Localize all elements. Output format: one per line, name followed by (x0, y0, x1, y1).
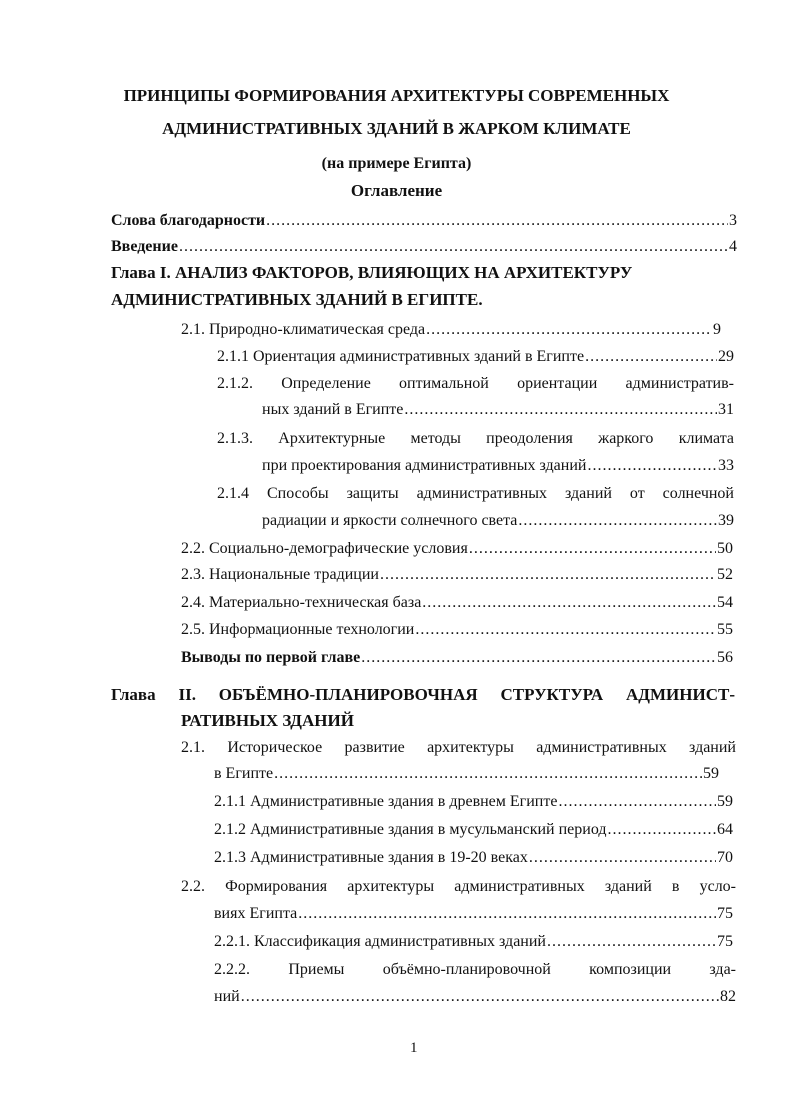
title-subtitle: (на примере Египта) (321, 155, 472, 172)
chapter-1-title-line-1: Глава I. АНАЛИЗ ФАКТОРОВ, ВЛИЯЮЩИХ НА АРХИТЕКТУРУ (111, 263, 633, 282)
toc-label: 2.1.1 Административные здания в древнем Египте (214, 793, 558, 810)
toc-label: радиации и яркости солнечного света (262, 512, 518, 529)
toc-entry-c2-2-2[interactable] (214, 987, 736, 1007)
toc-page: 64 (717, 821, 733, 838)
toc-entry-2-5[interactable] (181, 620, 733, 640)
toc-page: 33 (718, 457, 734, 474)
toc-page: 4 (729, 238, 737, 255)
toc-label: Слова благодарности (111, 212, 266, 229)
toc-entry-2-4[interactable] (181, 593, 733, 613)
toc-label: 2.1.1 Ориентация административных зданий в Египте (217, 348, 585, 365)
toc-label: 2.1.2 Административные здания в мусульманский период (214, 821, 607, 838)
toc-label: 2.1. Природно-климатическая среда (181, 321, 426, 338)
title-line-1: ПРИНЦИПЫ ФОРМИРОВАНИЯ АРХИТЕКТУРЫ СОВРЕМЕННЫХ (123, 86, 670, 105)
toc-entry-thanks[interactable] (111, 211, 737, 231)
toc-page: 3 (729, 212, 737, 229)
toc-page: 29 (718, 348, 734, 365)
toc-label: 2.3. Национальные традиции (181, 566, 379, 583)
toc-entry-conclusions-1[interactable] (181, 648, 733, 668)
toc-heading: Оглавление (350, 181, 443, 200)
toc-entry-c2-2-1[interactable] (214, 932, 733, 952)
toc-label: 2.5. Информационные технологии (181, 621, 415, 638)
toc-label: в Египте (214, 765, 274, 782)
toc-entry-c2-1-1[interactable] (214, 792, 733, 812)
toc-entry-2-1-3[interactable] (262, 456, 734, 476)
toc-label: 2.1.3 Административные здания в 19-20 веках (214, 849, 528, 866)
toc-label: 2.2. Социально-демографические условия (181, 540, 468, 557)
toc-page: 55 (717, 621, 733, 638)
toc-page: 39 (718, 512, 734, 529)
toc-entry-2-1-3-line-1: 2.1.3. Архитектурные методы преодоления жаркого климата (217, 430, 734, 447)
toc-page: 59 (703, 765, 719, 782)
toc-entry-2-1-4[interactable] (262, 511, 734, 531)
toc-label: ных зданий в Египте (262, 401, 404, 418)
chapter-1-title-line-2: АДМИНИСТРАТИВНЫХ ЗДАНИЙ В ЕГИПТЕ. (111, 290, 483, 309)
toc-page: 31 (718, 401, 734, 418)
chapter-2-title-line-1: Глава II. ОБЪЁМНО-ПЛАНИРОВОЧНАЯ СТРУКТУРА АДМИНИСТ- (111, 685, 735, 704)
toc-entry-2-3[interactable] (181, 565, 733, 585)
toc-entry-c2-2[interactable] (214, 904, 733, 924)
toc-page: 56 (717, 649, 733, 666)
toc-page: 9 (713, 321, 721, 338)
toc-entry-c2-1-3[interactable] (214, 848, 733, 868)
toc-page: 50 (717, 540, 733, 557)
toc-label: Введение (111, 238, 178, 255)
toc-entry-c2-2-2-line-1: 2.2.2. Приемы объёмно-планировочной композиции зда- (214, 961, 736, 978)
toc-label: Выводы по первой главе (181, 649, 361, 666)
toc-page: 54 (717, 594, 733, 611)
toc-entry-2-2[interactable] (181, 539, 733, 559)
toc-entry-2-1[interactable] (181, 320, 721, 340)
toc-label: виях Египта (214, 905, 298, 922)
toc-label: при проектирования административных зданий (262, 457, 587, 474)
toc-label: 2.4. Материально-техническая база (181, 594, 422, 611)
toc-page: 75 (717, 933, 733, 950)
toc-entry-intro[interactable] (111, 237, 737, 257)
toc-entry-c2-1-line-1: 2.1. Историческое развитие архитектуры административных зданий (181, 739, 736, 756)
toc-page: 75 (717, 905, 733, 922)
toc-label: 2.2.1. Классификация административных зданий (214, 933, 546, 950)
page-number: 1 (410, 1040, 418, 1056)
toc-entry-c2-1[interactable] (214, 764, 719, 784)
toc-entry-c2-2-line-1: 2.2. Формирования архитектуры административных зданий в усло- (181, 878, 736, 895)
chapter-2-title-line-2: РАТИВНЫХ ЗДАНИЙ (181, 711, 354, 730)
toc-page: 82 (720, 988, 736, 1005)
title-line-2: АДМИНИСТРАТИВНЫХ ЗДАНИЙ В ЖАРКОМ КЛИМАТЕ (162, 119, 631, 138)
toc-entry-2-1-2[interactable] (262, 400, 734, 420)
toc-entry-c2-1-2[interactable] (214, 820, 733, 840)
toc-page: 52 (717, 566, 733, 583)
toc-entry-2-1-2-line-1: 2.1.2. Определение оптимальной ориентации административ- (217, 375, 734, 392)
toc-label: ний (214, 988, 240, 1005)
toc-page: 70 (717, 849, 733, 866)
toc-entry-2-1-1[interactable] (217, 347, 734, 367)
toc-entry-2-1-4-line-1: 2.1.4 Способы защиты административных зданий от солнечной (217, 485, 734, 502)
toc-page: 59 (717, 793, 733, 810)
